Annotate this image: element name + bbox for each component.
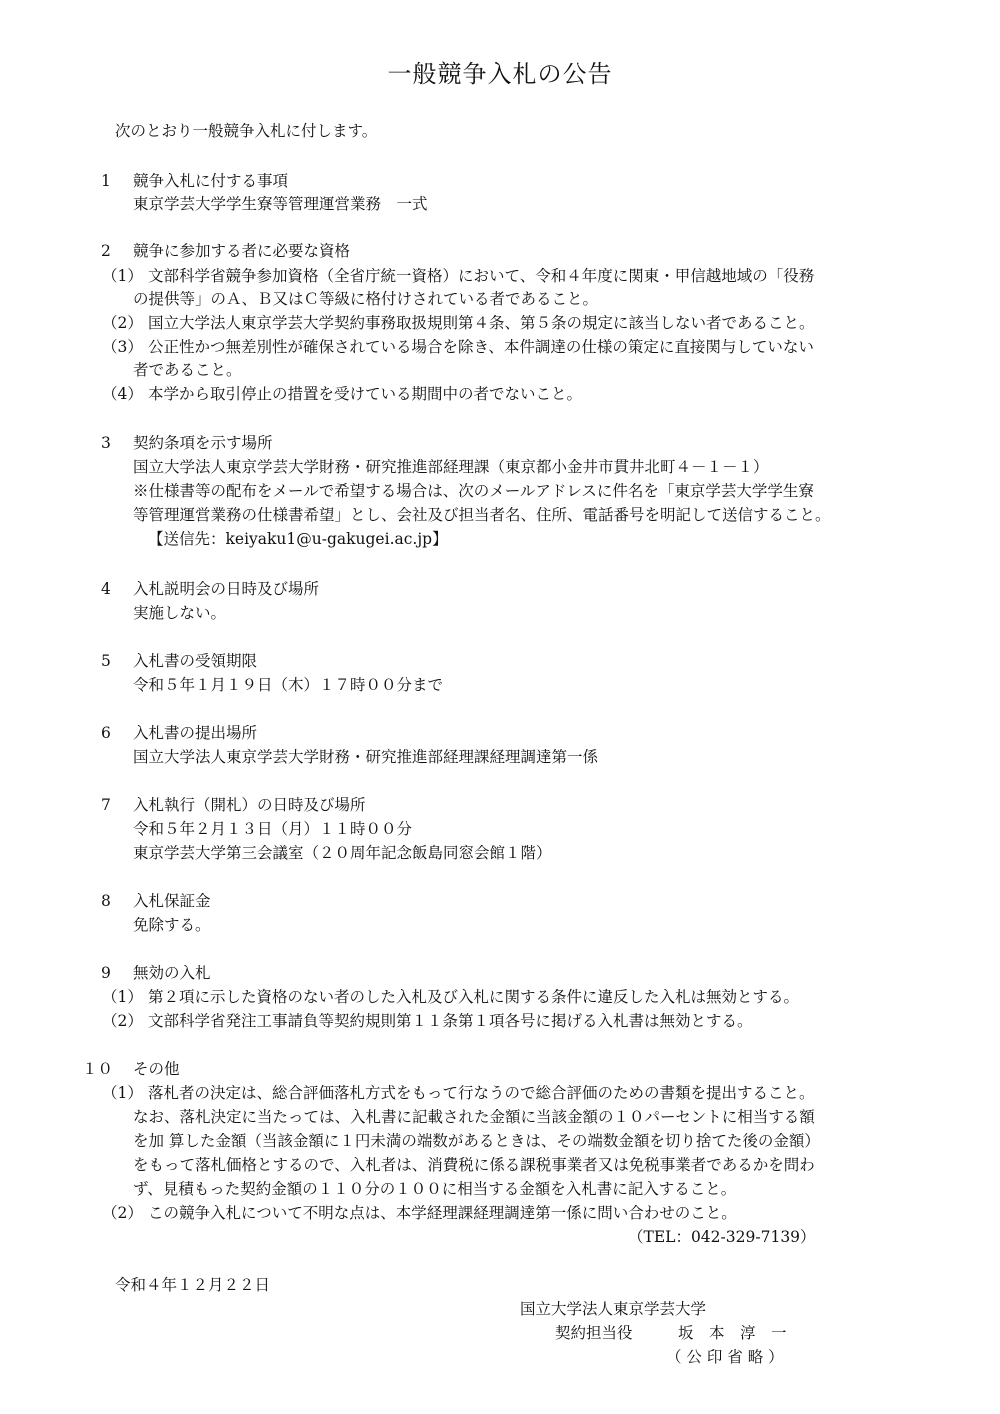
issuer-organization: 国立大学法人東京学芸大学 [520, 1300, 707, 1318]
section-10-item-1-line-3: を加 算した金額（当該金額に１円未満の端数があるときは、その端数金額を切り捨てた後の金額） [133, 1132, 820, 1150]
section-9-number: 9 [101, 964, 111, 982]
section-10-item-2-line-1: この競争入札について不明な点は、本学経理課経理調達第一係に問い合わせのこと。 [148, 1204, 737, 1222]
section-5-body: 令和５年１月１９日（木）１７時００分まで [133, 676, 444, 694]
section-4-body: 実施しない。 [133, 604, 227, 622]
section-6-number: 6 [101, 724, 111, 742]
section-10-item-1-line-1: 落札者の決定は、総合評価落札方式をもって行なうので総合評価のための書類を提出すること。 [148, 1084, 815, 1102]
section-2-number: 2 [101, 242, 111, 260]
section-10-heading: その他 [133, 1060, 180, 1078]
section-5-number: 5 [101, 652, 111, 670]
section-10-item-1-line-4: をもって落札価格とするので、入札者は、消費税に係る課税事業者又は免税事業者であるかを問わ [133, 1156, 815, 1174]
issuer-role: 契約担当役 [555, 1324, 633, 1342]
section-6-body: 国立大学法人東京学芸大学財務・研究推進部経理課経理調達第一係 [133, 748, 599, 766]
section-7-line-1: 令和５年２月１３日（月）１１時００分 [133, 820, 413, 838]
section-1-heading: 競争入札に付する事項 [133, 172, 289, 190]
section-4-heading: 入札説明会の日時及び場所 [133, 580, 320, 598]
section-5-heading: 入札書の受領期限 [133, 652, 258, 670]
document-title: 一般競争入札の公告 [387, 60, 613, 88]
section-1-body: 東京学芸大学学生寮等管理運営業務 一式 [133, 195, 428, 213]
section-3-line-1: 国立大学法人東京学芸大学財務・研究推進部経理課（東京都小金井市貫井北町４－１－１） [133, 458, 769, 476]
section-7-line-2: 東京学芸大学第三会議室（２０周年記念飯島同窓会館１階） [133, 844, 552, 862]
section-2-item-2-label: （2） [102, 314, 143, 332]
notice-date: 令和４年１２月２２日 [115, 1276, 271, 1294]
section-1-number: 1 [101, 172, 111, 190]
section-8-body: 免除する。 [133, 916, 211, 934]
section-7-heading: 入札執行（開札）の日時及び場所 [133, 796, 366, 814]
section-9-item-1-line-1: 第２項に示した資格のない者のした入札及び入札に関する条件に違反した入札は無効とする。 [148, 988, 800, 1006]
section-2-item-3-line-1: 公正性かつ無差別性が確保されている場合を除き、本件調達の仕様の策定に直接関与していない [148, 338, 814, 356]
section-10-item-2-label: （2） [102, 1204, 143, 1222]
section-9-item-2-label: （2） [102, 1012, 143, 1030]
section-10-number: １０ [82, 1060, 114, 1078]
section-6-heading: 入札書の提出場所 [133, 724, 258, 742]
section-3-number: 3 [101, 434, 111, 452]
section-10-item-1-line-2: なお、落札決定に当たっては、入札書に記載された金額に当該金額の１０パーセントに相当する額 [133, 1108, 815, 1126]
section-9-item-1-label: （1） [102, 988, 143, 1006]
section-3-email: 【送信先：keiyaku1@u-gakugei.ac.jp】 [148, 530, 448, 548]
section-2-item-1-label: （1） [102, 267, 143, 285]
section-9-heading: 無効の入札 [133, 964, 211, 982]
issuer-name: 坂 本 淳 一 [678, 1324, 787, 1342]
section-2-heading: 競争に参加する者に必要な資格 [133, 242, 351, 260]
seal-omitted-note: （ 公 印 省 略 ） [666, 1348, 784, 1366]
section-2-item-2-line-1: 国立大学法人東京学芸大学契約事務取扱規則第４条、第５条の規定に該当しない者であること。 [148, 314, 815, 332]
section-2-item-4-line-1: 本学から取引停止の措置を受けている期間中の者でないこと。 [148, 385, 583, 403]
section-4-number: 4 [101, 580, 111, 598]
section-8-number: 8 [101, 892, 111, 910]
contact-tel: （TEL：042-329-7139） [628, 1228, 816, 1246]
section-3-heading: 契約条項を示す場所 [133, 434, 273, 452]
section-3-line-3: 等管理運営業務の仕様書希望」とし、会社及び担当者名、住所、電話番号を明記して送信すること。 [133, 506, 831, 524]
intro-text: 次のとおり一般競争入札に付します。 [115, 122, 378, 140]
section-10-item-1-line-5: ず、見積もった契約金額の１１０分の１００に相当する金額を入札書に記入すること。 [133, 1180, 737, 1198]
section-3-line-2: ※仕様書等の配布をメールで希望する場合は、次のメールアドレスに件名を「東京学芸大学学生寮 [133, 482, 814, 500]
section-8-heading: 入札保証金 [133, 892, 211, 910]
section-7-number: 7 [101, 796, 111, 814]
section-10-item-1-label: （1） [102, 1084, 143, 1102]
section-2-item-1-line-1: 文部科学省競争参加資格（全省庁統一資格）において、令和４年度に関東・甲信越地域の「役務 [148, 267, 815, 285]
section-2-item-4-label: （4） [102, 385, 143, 403]
section-9-item-2-line-1: 文部科学省発注工事請負等契約規則第１１条第１項各号に掲げる入札書は無効とする。 [148, 1012, 753, 1030]
section-2-item-3-line-2: 者であること。 [133, 361, 242, 379]
section-2-item-3-label: （3） [102, 338, 143, 356]
section-2-item-1-line-2: の提供等」のＡ、Ｂ又はＣ等級に格付けされている者であること。 [133, 290, 599, 308]
